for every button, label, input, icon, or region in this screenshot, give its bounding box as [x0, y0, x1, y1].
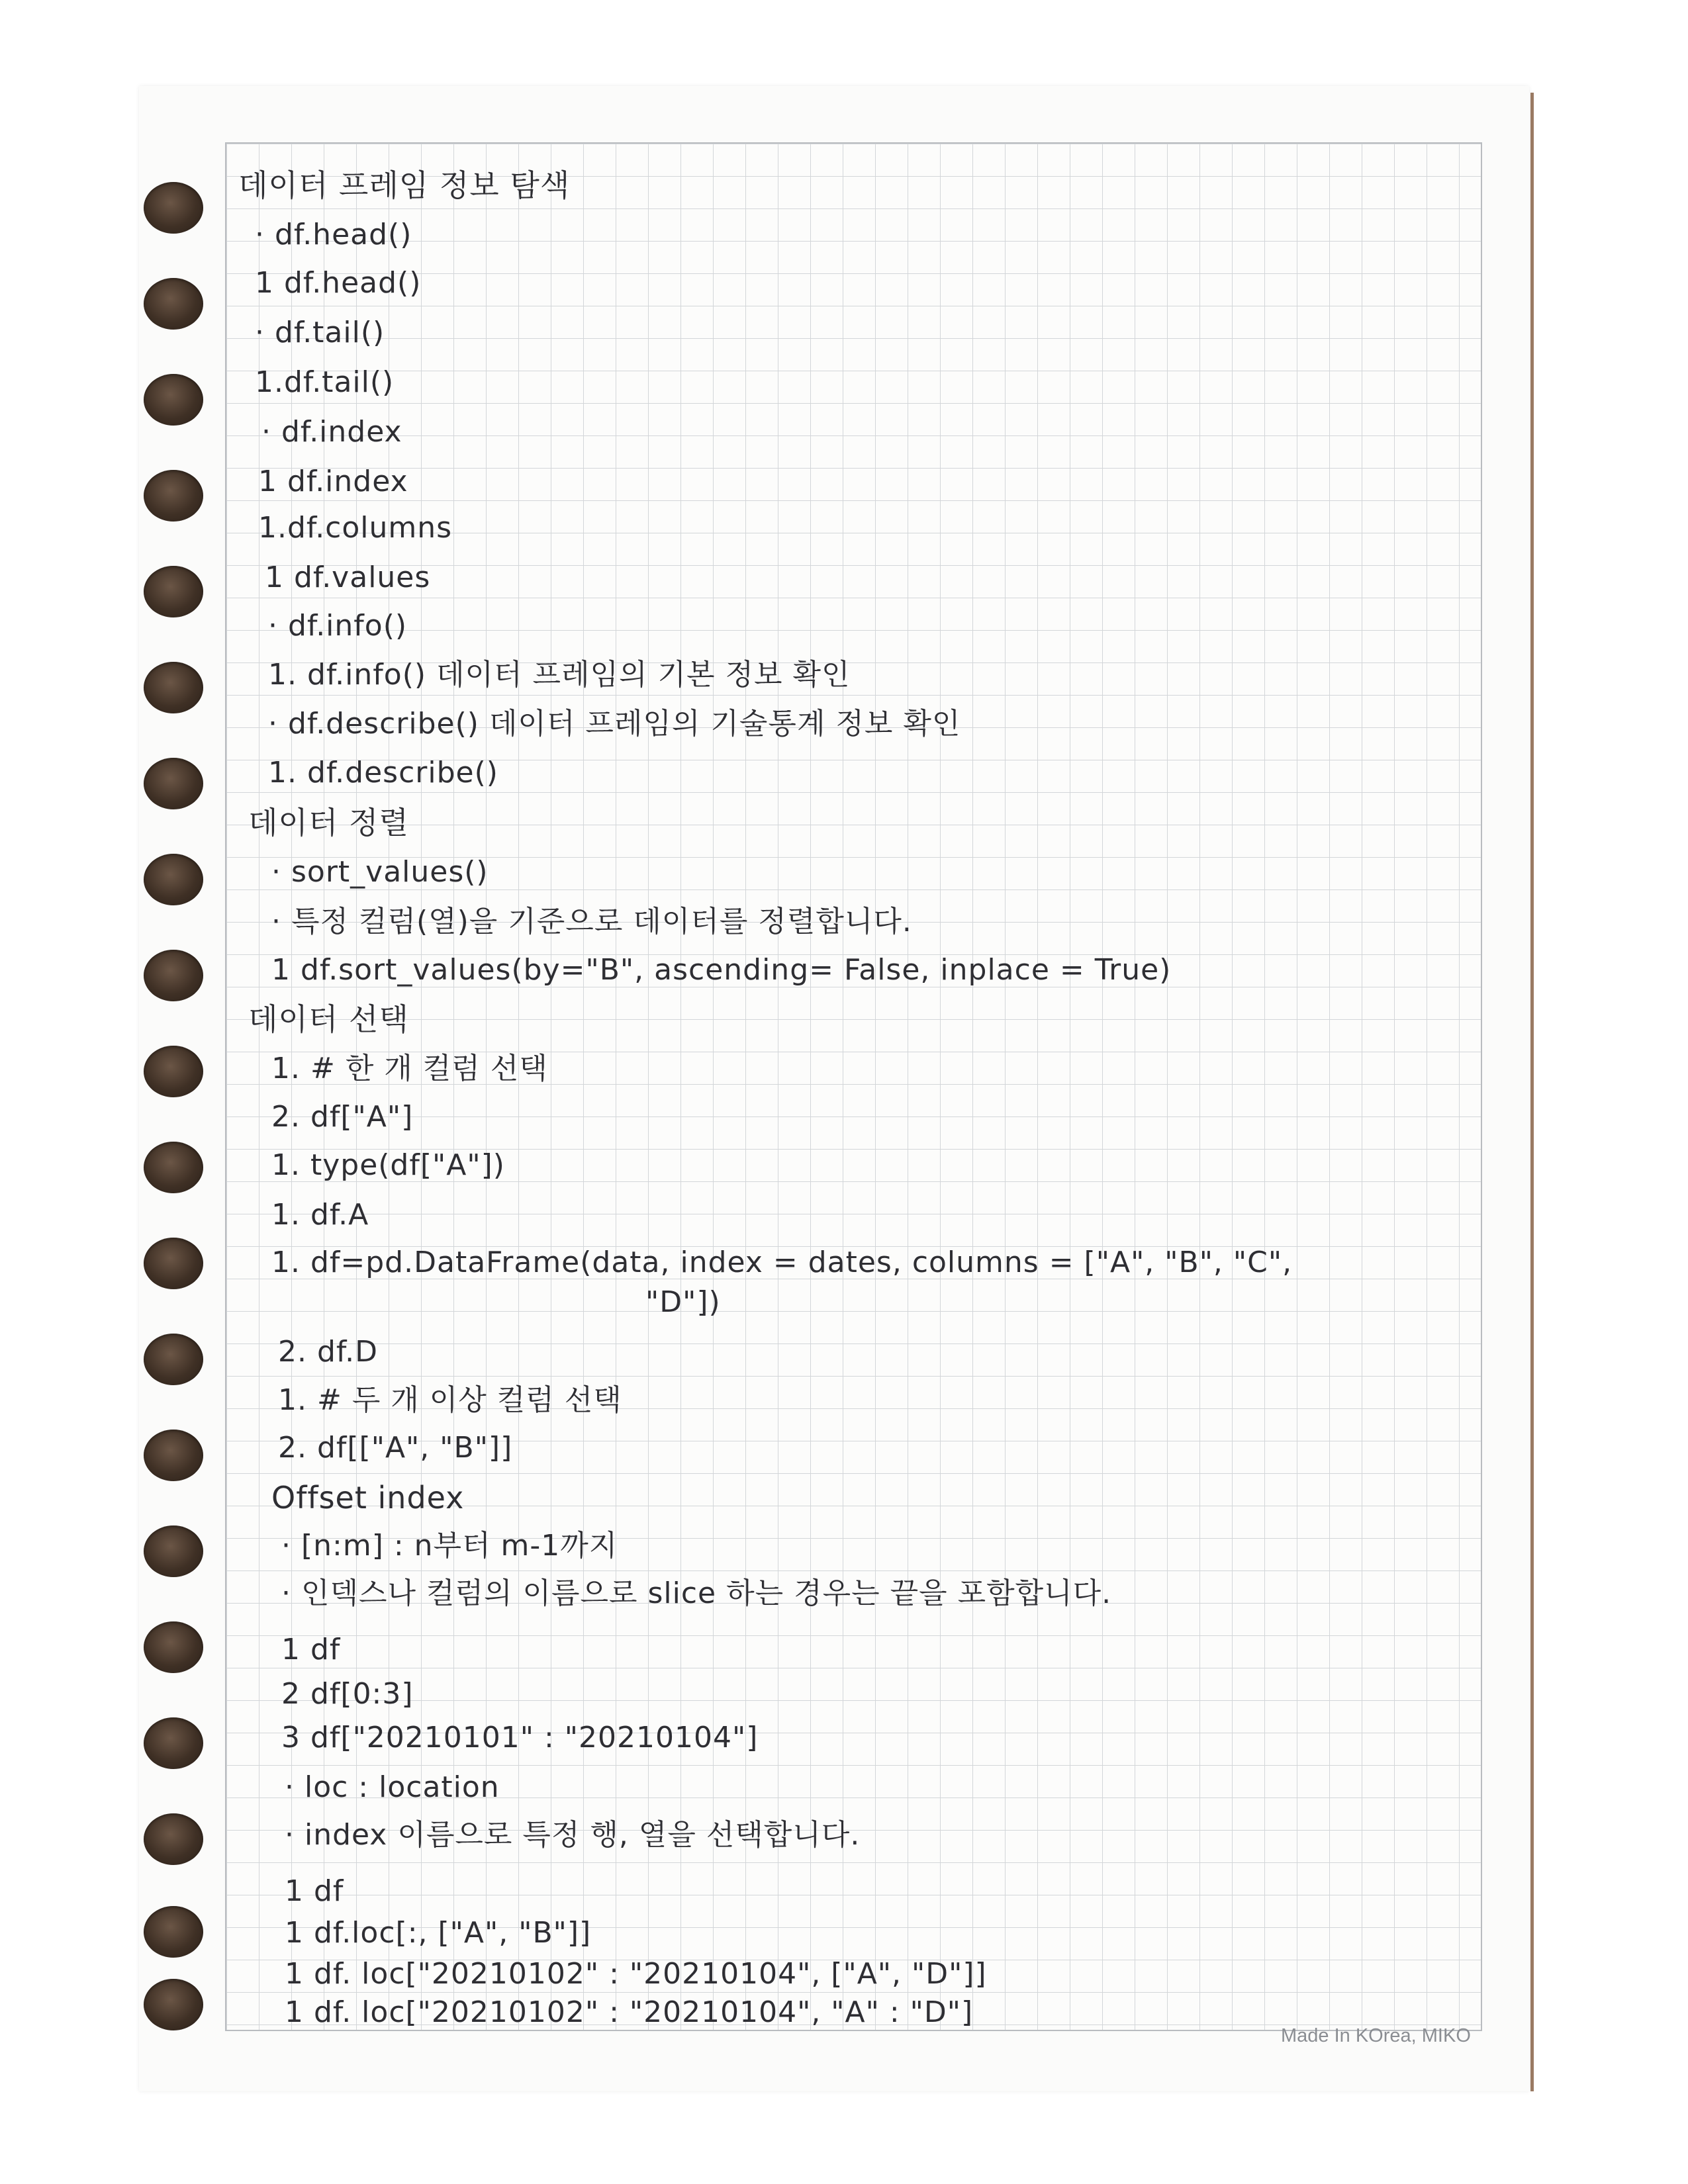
note-line: 2 df[0:3]: [281, 1677, 414, 1711]
binder-hole: [144, 374, 203, 426]
binder-hole: [144, 182, 203, 234]
binder-hole: [144, 1621, 203, 1673]
note-line: 1. df.info() 데이터 프레임의 기본 정보 확인: [268, 658, 851, 692]
note-line: · [n:m] : n부터 m-1까지: [281, 1529, 618, 1563]
binder-hole: [144, 1142, 203, 1193]
note-line: 1. df.A: [271, 1198, 369, 1232]
note-line: 3 df["20210101" : "20210104"]: [281, 1721, 759, 1754]
binder-hole: [144, 854, 203, 905]
note-line: 2. df["A"]: [271, 1100, 414, 1134]
note-line: 1. df=pd.DataFrame(data, index = dates, columns = ["A", "B", "C",: [271, 1246, 1293, 1279]
note-line: · 특정 컬럼(열)을 기준으로 데이터를 정렬합니다.: [271, 905, 912, 938]
binder-hole: [144, 1906, 203, 1958]
note-line: 1 df: [285, 1874, 344, 1908]
note-line: 1.df.tail(): [255, 365, 395, 399]
heading-dataframe-info: 데이터 프레임 정보 탐색: [238, 167, 571, 203]
binder-hole: [144, 662, 203, 713]
binder-hole: [144, 1813, 203, 1865]
binder-hole: [144, 1334, 203, 1385]
note-line: 1. type(df["A"]): [271, 1148, 505, 1182]
binder-hole: [144, 1430, 203, 1481]
binder-hole: [144, 1046, 203, 1097]
binder-hole: [144, 950, 203, 1001]
note-line: · df.describe() 데이터 프레임의 기술통계 정보 확인: [268, 707, 961, 741]
note-line: · index 이름으로 특정 행, 열을 선택합니다.: [285, 1818, 861, 1852]
note-line: 1 df.index: [258, 465, 408, 498]
binder-hole: [144, 278, 203, 330]
binder-hole: [144, 470, 203, 522]
binder-hole: [144, 1525, 203, 1577]
note-line: 2. df[["A", "B"]]: [278, 1431, 513, 1465]
note-line: · df.tail(): [255, 316, 385, 349]
note-line: 1 df. loc["20210102" : "20210104", "A" : "D"]: [285, 1995, 974, 2029]
note-line: · sort_values(): [271, 855, 489, 889]
note-line: · df.info(): [268, 609, 408, 643]
note-line: "D"]): [645, 1285, 721, 1319]
note-line: 1 df. loc["20210102" : "20210104", ["A", "D"]]: [285, 1957, 987, 1991]
note-line: 1. df.describe(): [268, 756, 498, 790]
page-edge: [1530, 93, 1534, 2091]
note-line: 1 df.sort_values(by="B", ascending= False, inplace = True): [271, 953, 1172, 987]
binder-hole: [144, 566, 203, 617]
note-line: 1 df.loc[:, ["A", "B"]]: [285, 1916, 592, 1950]
note-line: · df.index: [261, 415, 402, 449]
brand-footer: Made In KOrea, MIKO: [1281, 2025, 1471, 2046]
heading-data-sort: 데이터 정렬: [248, 805, 409, 841]
binder-hole: [144, 1979, 203, 2030]
note-line: 1 df.head(): [255, 266, 422, 300]
note-line: · 인덱스나 컬럼의 이름으로 slice 하는 경우는 끝을 포함합니다.: [281, 1576, 1112, 1610]
note-line: 1 df.values: [265, 561, 431, 594]
note-line: 2. df.D: [278, 1335, 379, 1369]
heading-data-select: 데이터 선택: [248, 1001, 409, 1037]
binder-hole: [144, 1717, 203, 1769]
note-line: 1.df.columns: [258, 511, 453, 545]
heading-offset-index: Offset index: [271, 1480, 465, 1516]
note-line: 1. # 두 개 이상 컬럼 선택: [278, 1383, 622, 1417]
note-line: 1. # 한 개 컬럼 선택: [271, 1052, 548, 1085]
binder-hole: [144, 1238, 203, 1289]
note-line: · loc : location: [285, 1770, 500, 1804]
note-line: · df.head(): [255, 218, 412, 251]
note-line: 1 df: [281, 1633, 341, 1666]
binder-hole: [144, 758, 203, 809]
